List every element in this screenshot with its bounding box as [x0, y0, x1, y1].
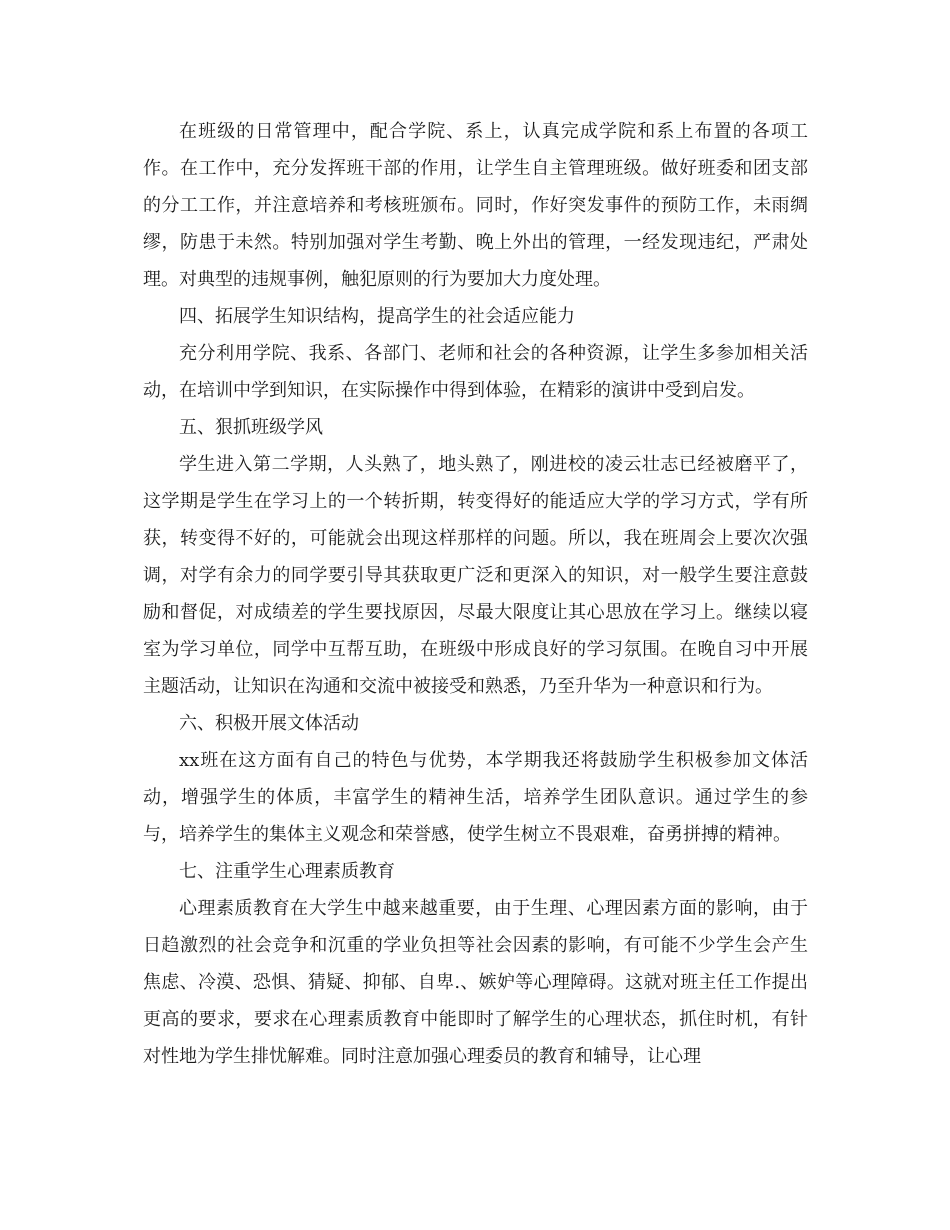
document-body: [143, 113, 808, 1075]
paragraph-psychological-education: 心理素质教育在大学生中越来越重要，由于生理、心理因素方面的影响，由于日趋激烈的社会竞争和沉重的学业负担等社会因素的影响，有可能不少学生会产生焦虑、冷漠、恐惧、猜疑、抑郁、自卑.、嫉妒等心理障碍。这就对班主任工作提出更高的要求，要求在心理素质教育中能即时了解学生的心理状态，抓住时机，有针对性地为学生排忧解难。同时注意加强心理委员的教育和辅导，让心理: [143, 898, 808, 1067]
paragraph-knowledge-structure: 充分利用学院、我系、各部门、老师和社会的各种资源，让学生多参加相关活动，在培训中学到知识，在实际操作中得到体验，在精彩的演讲中受到启发。: [143, 343, 808, 401]
paragraph-sports-activities: xx班在这方面有自己的特色与优势，本学期我还将鼓励学生积极参加文体活动，增强学生的体质，丰富学生的精神生活，培养学生团队意识。通过学生的参与，培养学生的集体主义观念和荣誉感，使学生树立不畏艰难，奋勇拼搏的精神。: [143, 750, 808, 845]
section-heading-7: 七、注重学生心理素质教育: [179, 861, 395, 882]
section-heading-5: 五、狠抓班级学风: [179, 417, 323, 438]
section-heading-6: 六、积极开展文体活动: [179, 713, 359, 734]
section-heading-4: 四、拓展学生知识结构，提高学生的社会适应能力: [179, 306, 575, 327]
paragraph-study-style: 学生进入第二学期，人头熟了，地头熟了，刚进校的凌云壮志已经被磨平了，这学期是学生在学习上的一个转折期，转变得好的能适应大学的学习方式，学有所获，转变得不好的，可能就会出现这样那样的问题。所以，我在班周会上要次次强调，对学有余力的同学要引导其获取更广泛和更深入的知识，对一般学生要注意鼓励和督促，对成绩差的学生要找原因，尽最大限度让其心思放在学习上。继续以寝室为学习单位，同学中互帮互助，在班级中形成良好的学习氛围。在晚自习中开展主题活动，让知识在沟通和交流中被接受和熟悉，乃至升华为一种意识和行为。: [143, 454, 808, 697]
paragraph-class-management: 在班级的日常管理中，配合学院、系上，认真完成学院和系上布置的各项工作。在工作中，充分发挥班干部的作用，让学生自主管理班级。做好班委和团支部的分工工作，并注意培养和考核班颁布。同时，作好突发事件的预防工作，未雨绸缪，防患于未然。特别加强对学生考勤、晚上外出的管理，一经发现违纪，严肃处理。对典型的违规事例，触犯原则的行为要加大力度处理。: [143, 121, 808, 290]
